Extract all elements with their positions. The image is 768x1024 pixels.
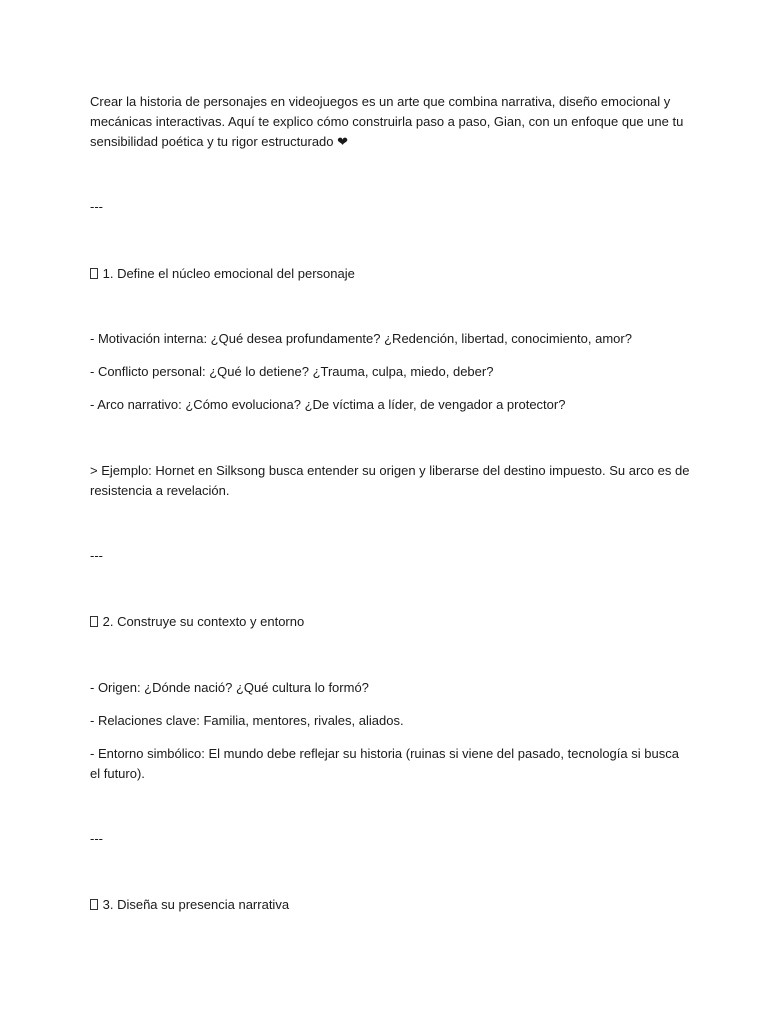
section-2-bullet: - Entorno simbólico: El mundo debe reflejar su historia (ruinas si viene del pasado, tecnología si busca el futuro).	[90, 746, 679, 781]
section-2-heading-text: 2. Construye su contexto y entorno	[99, 614, 305, 629]
missing-glyph-icon	[90, 899, 98, 910]
section-1-bullet: - Motivación interna: ¿Qué desea profundamente? ¿Redención, libertad, conocimiento, amor?	[90, 331, 632, 346]
separator: ---	[90, 199, 103, 214]
section-2-heading	[90, 612, 690, 632]
missing-glyph-icon	[90, 616, 98, 627]
section-1-heading	[90, 264, 690, 284]
separator: ---	[90, 831, 103, 846]
intro-paragraph: Crear la historia de personajes en videojuegos es un arte que combina narrativa, diseño emocional y mecánicas interactivas. Aquí te explico cómo construirla paso a paso, Gian, con un enfoque que une tu sensibilidad poética y tu rigor estructurado ❤	[90, 94, 684, 149]
section-1-bullet: - Arco narrativo: ¿Cómo evoluciona? ¿De víctima a líder, de vengador a protector?	[90, 397, 566, 412]
section-3-heading	[90, 895, 690, 915]
section-1-heading-text: 1. Define el núcleo emocional del personaje	[99, 266, 355, 281]
section-2-bullet: - Origen: ¿Dónde nació? ¿Qué cultura lo formó?	[90, 680, 369, 695]
separator: ---	[90, 548, 103, 563]
section-1-example: > Ejemplo: Hornet en Silksong busca entender su origen y liberarse del destino impuesto. Su arco es de resistencia a revelación.	[90, 463, 690, 498]
section-1-bullet: - Conflicto personal: ¿Qué lo detiene? ¿Trauma, culpa, miedo, deber?	[90, 364, 494, 379]
section-2-bullet: - Relaciones clave: Familia, mentores, rivales, aliados.	[90, 713, 404, 728]
section-3-heading-text: 3. Diseña su presencia narrativa	[99, 897, 290, 912]
missing-glyph-icon	[90, 268, 98, 279]
